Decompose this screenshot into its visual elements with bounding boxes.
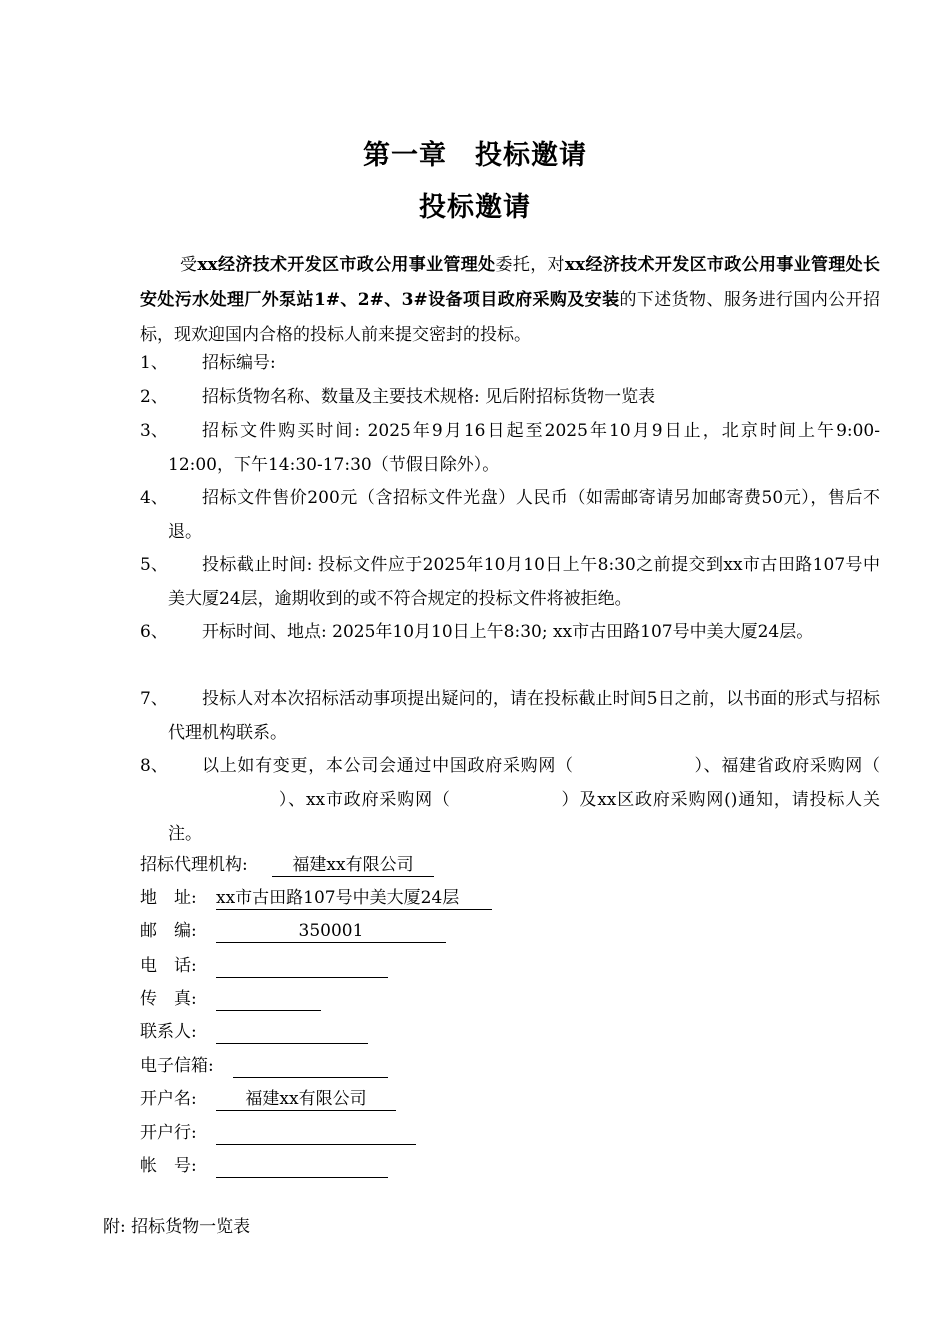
item-2-text: 招标货物名称、数量及主要技术规格: 见后附招标货物一览表: [202, 387, 656, 407]
item-number: 2、: [140, 387, 168, 407]
item-3-text: 招标文件购买时间: 2025年9月16日起至2025年10月9日止，北京时间上午9:00-12:00，下午14:30-17:30（节假日除外）。: [168, 421, 880, 475]
fax-blank: [216, 988, 321, 1011]
item-number: 3、: [140, 421, 168, 441]
item-number: 7、: [140, 689, 168, 709]
item-8-part-b: ）、福建省政府采购网（: [693, 756, 880, 776]
account-number-blank: [216, 1155, 388, 1178]
agency-value: 福建xx有限公司: [272, 854, 434, 877]
contact-person-label: 联系人:: [140, 1022, 197, 1042]
section-title: 投标邀请: [419, 192, 531, 223]
intro-paragraph: [140, 248, 880, 353]
item-4-text: 招标文件售价200元（含招标文件光盘）人民币（如需邮寄请另加邮寄费50元），售后不退。: [168, 488, 880, 542]
postcode-value: 350001: [216, 920, 446, 943]
appendix-note: 附: 招标货物一览表: [103, 1217, 251, 1237]
item-number: 8、: [140, 756, 168, 776]
item-number: 4、: [140, 488, 168, 508]
item-number: 1、: [140, 353, 168, 373]
item-8-part-a: 以上如有变更，本公司会通过中国政府采购网（: [202, 756, 574, 776]
phone-label: 电 话:: [140, 956, 197, 976]
agency-label: 招标代理机构:: [140, 855, 248, 875]
item-8-text: [168, 749, 880, 851]
item-6-text: 开标时间、地点: 2025年10月10日上午8:30; xx市古田路107号中美大厦24层。: [202, 622, 814, 642]
postcode-label: 邮 编:: [140, 921, 197, 941]
intro-text-2: 委托，对: [495, 255, 565, 275]
account-number-label: 帐 号:: [140, 1156, 197, 1176]
intro-entrusting-party: xx经济技术开发区市政公用事业管理处: [197, 255, 496, 275]
item-8-part-d: ）及xx区政府采购网()通知，请投标人关注。: [168, 790, 880, 844]
account-name-value: 福建xx有限公司: [216, 1088, 396, 1111]
fax-label: 传 真:: [140, 989, 197, 1009]
address-label: 地 址:: [140, 888, 197, 908]
email-blank: [233, 1055, 388, 1078]
intro-text-1: 受: [180, 255, 198, 275]
item-1-text: 招标编号:: [202, 353, 276, 373]
item-7-text: 投标人对本次招标活动事项提出疑问的，请在投标截止时间5日之前，以书面的形式与招标代理机构联系。: [168, 689, 880, 743]
chapter-title: 第一章 投标邀请: [363, 140, 587, 171]
email-label: 电子信箱:: [140, 1056, 214, 1076]
intro-project-name: xx经济技术开发区市政公用事业管理处长安处污水处理厂外泵站1#、2#、3#设备项目政府采购及安装: [140, 255, 881, 310]
account-name-label: 开户名:: [140, 1089, 197, 1109]
item-8-part-c: ）、xx市政府采购网（: [278, 790, 451, 810]
bank-label: 开户行:: [140, 1123, 197, 1143]
item-5-text: 投标截止时间: 投标文件应于2025年10月10日上午8:30之前提交到xx市古田路107号中美大厦24层，逾期收到的或不符合规定的投标文件将被拒绝。: [168, 555, 880, 609]
bank-blank: [216, 1122, 416, 1145]
contact-person-blank: [216, 1021, 368, 1044]
intro-text-3: 的下述货物、服务进行国内公开招标，现欢迎国内合格的投标人前来提交密封的投标。: [140, 290, 881, 345]
address-value: xx市古田路107号中美大厦24层: [216, 887, 492, 910]
phone-blank: [216, 955, 388, 978]
item-number: 5、: [140, 555, 168, 575]
item-number: 6、: [140, 622, 168, 642]
